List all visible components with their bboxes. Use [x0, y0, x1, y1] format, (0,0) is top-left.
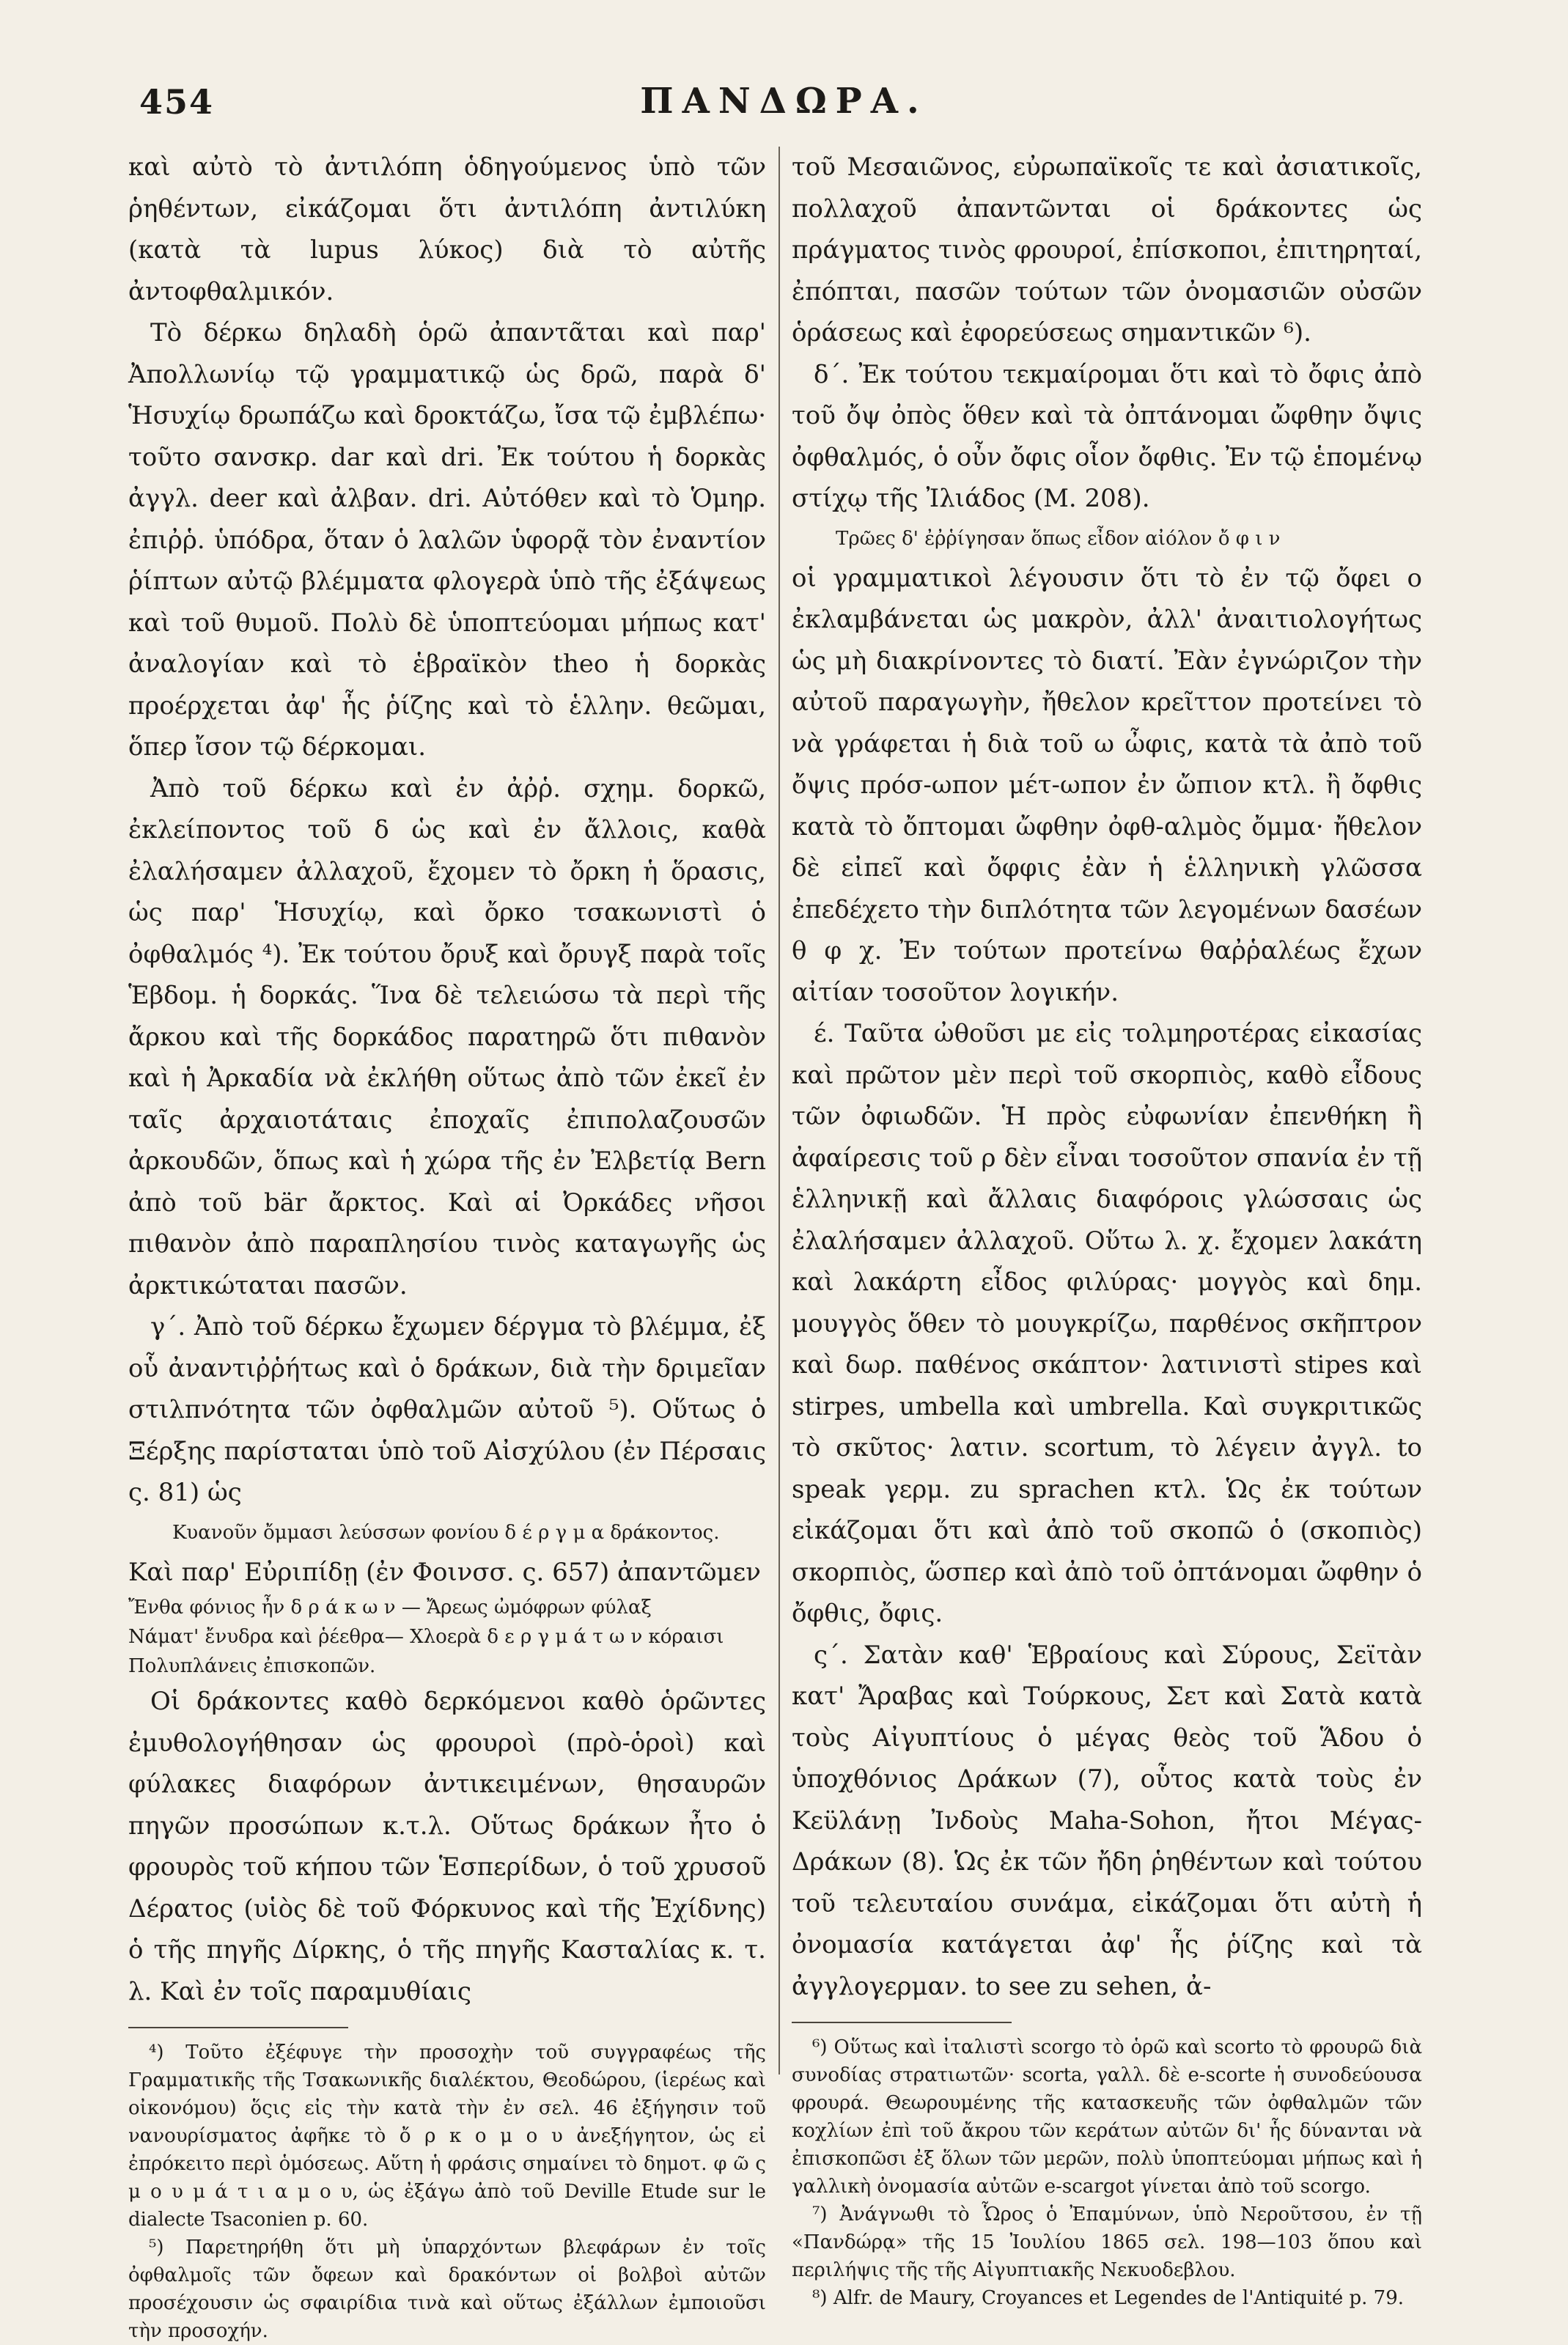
right-paragraph: οἱ γραμματικοὶ λέγουσιν ὅτι τὸ ἐν τῷ ὄφει ο ἐκλαμβάνεται ὡς μακρὸν, ἀλλ' ἀναιτιολογήτως ὡς μὴ διακρίνοντες τὸ διατί. Ἐὰν ἐγνώριζον τὴν αὐτοῦ παραγωγὴν, ἤθελον κρεῖττον προτείνει τὸ νὰ γράφεται ἡ διὰ τοῦ ω ὦφις, κατὰ τὰ ἀπὸ τοῦ ὄψις πρόσ-ωπον μέτ-ωπον ἐν ὤπιον κτλ. ἢ ὄφθις κατὰ τὸ ὄπτομαι ὤφθην ὀφθ-αλμὸς ὄμμα· ἤθελον δὲ εἰπεῖ καὶ ὄφφις ἐὰν ἡ ἑλληνικὴ γλῶσσα ἐπεδέχετο τὴν διπλότητα τῶν λεγομένων δασέων θ φ χ. Ἐν τούτων προτείνω θαῤῥαλέως ἔχων αἰτίαν τοσοῦτον λογικήν.: [792, 563, 1422, 1007]
footnote: ⁷) Ἀνάγνωθι τὸ Ὧρος ὁ Ἐπαμύνων, ὑπὸ Νεροῦτσου, ἐν τῇ «Πανδώρᾳ» τῆς 15 Ἰουλίου 1865 σελ. 198—103 ὅπου καὶ περιλήψις τῆς τῆς Αἰγυπτιακῆς Νεκυοδεβλου.: [792, 2204, 1422, 2281]
left-paragraph: Οἱ δράκοντες καθὸ δερκόμενοι καθὸ ὁρῶντες ἐμυθολογήθησαν ὡς φρουροὶ (πρὸ-ὁροὶ) καὶ φύλακες διαφόρων ἀντικειμένων, θησαυρῶν πηγῶν προσώπων κ.τ.λ. Οὕτως δράκων ἦτο ὁ φρουρὸς τοῦ κήπου τῶν Ἑσπερίδων, ὁ τοῦ χρυσοῦ Δέρατος (υἱὸς δὲ τοῦ Φόρκυνος καὶ τῆς Ἐχίδνης) ὁ τῆς πηγῆς Δίρκης, ὁ τῆς πηγῆς Κασταλίας κ. τ. λ. Καὶ ἐν τοῖς παραμυθίαις: [128, 1687, 766, 2006]
right-paragraph: τοῦ Μεσαιῶνος, εὐρωπαϊκοῖς τε καὶ ἀσιατικοῖς, πολλαχοῦ ἀπαντῶνται οἱ δράκοντες ὡς πράγματος τινὸς φρουροί, ἐπίσκοποι, ἐπιτηρηταί, ἐπόπται, πασῶν τούτων τῶν ὀνομασιῶν οὐσῶν ὁράσεως καὶ ἐφορεύσεως σημαντικῶν ⁶).: [792, 152, 1422, 347]
footnote-rule: [792, 2022, 1012, 2023]
right-column: [792, 147, 1422, 2312]
footnote: ⁶) Οὕτως καὶ ἰταλιστὶ scorgo τὸ ὁρῶ καὶ scorto τὸ φρουρῶ διὰ συνοδίας στρατιωτῶν· scorta, γαλλ. δὲ e-scorte ἡ συνοδεύουσα φρουρά. Θεωρουμένης τῆς κατασκευῆς τῶν ὀφθαλμῶν τῶν κοχλίων ἐπὶ τοῦ ἄκρου τῶν κεράτων αὐτῶν δι' ἧς δύνανται νὰ ἐπισκοπῶσι ἐξ ὅλων τῶν μερῶν, πολὺ ὑποπτεύομαι μήπως καὶ ἡ γαλλικὴ ὀνομασία αὐτῶν e-scargot γίνεται ἀπὸ τοῦ scorgo.: [792, 2036, 1422, 2198]
footnote: ⁴) Τοῦτο ἐξέφυγε τὴν προσοχὴν τοῦ συγγραφέως τῆς Γραμματικῆς τῆς Τσακωνικῆς διαλέκτου, Θεοδώρου, (ἱερέως καὶ οἰκονόμου) ὅςις εἰς τὴν κατὰ τὴν ἐν σελ. 46 ἐξήγησιν τοῦ νανουρίσματος ἀφῆκε τὸ ὄ ρ κ ο μ ο υ ἀνεξήγητον, ὡς εἰ ἐπρόκειτο περὶ ὁμόσεως. Αὕτη ἡ φράσις σημαίνει τὸ δημοτ. φ ῶ ς μ ο υ μ ά τ ι α μ ο υ, ὡς ἐξάγω ἀπὸ τοῦ Deville Etude sur le dialecte Tsaconien p. 60.: [128, 2042, 766, 2231]
running-title: ΠΑΝΔΩΡΑ.: [640, 81, 928, 122]
left-column: [128, 147, 766, 2345]
right-paragraph: έ. Ταῦτα ὠθοῦσι με εἰς τολμηροτέρας εἰκασίας καὶ πρῶτον μὲν περὶ τοῦ σκορπιὸς, καθὸ εἶδους τῶν ὀφιωδῶν. Ἡ πρὸς εὐφωνίαν ἐπενθήκη ἢ ἀφαίρεσις τοῦ ρ δὲν εἶναι τοσοῦτον σπανία ἐν τῇ ἑλληνικῇ καὶ ἄλλαις διαφόροις γλώσσαις ὡς ἐλαλήσαμεν ἀλλαχοῦ. Οὕτω λ. χ. ἔχομεν λακάτη καὶ λακάρτη εἶδος φιλύρας· μογγὸς καὶ δημ. μουγγὸς ὅθεν τὸ μουγκρίζω, παρθένος σκῆπτρον καὶ δωρ. παθένος σκάπτον· λατινιστὶ stipes καὶ stirpes, umbella καὶ umbrella. Καὶ συγκριτικῶς τὸ σκῦτος· λατιν. scortum, τὸ λέγειν ἀγγλ. to speak γερμ. zu sprachen κτλ. Ὡς ἐκ τούτων εἰκάζομαι ὅτι καὶ ἀπὸ τοῦ σκοπῶ ὁ (σκοπιὸς) σκορπιὸς, ὥσπερ καὶ ἀπὸ τοῦ ὀπτάνομαι ὤφθην ὁ ὄφθις, ὄφις.: [792, 1019, 1422, 1628]
footnote: ⁸) Alfr. de Maury, Croyances et Legendes de l'Antiquité p. 79.: [812, 2287, 1405, 2309]
right-paragraph: ς΄. Σατὰν καθ' Ἑβραίους καὶ Σύρους, Σεϊτὰν κατ' Ἄραβας καὶ Τούρκους, Σετ καὶ Σατὰ κατὰ τοὺς Αἰγυπτίους ὁ μέγας θεὸς τοῦ Ἅδου ὁ ὑποχθόνιος Δράκων (7), οὗτος κατὰ τοὺς ἐν Κεϋλάνῃ Ἰνδοὺς Maha-Sohon, ἤτοι Μέγας-Δράκων (8). Ὡς ἐκ τῶν ἤδη ῥηθέντων καὶ τούτου τοῦ τελευταίου συνάμα, εἰκάζομαι ὅτι αὐτὴ ἡ ὀνομασία κατάγεται ἀφ' ἧς ῥίζης καὶ τὰ ἀγγλογερμαν. to see zu sehen, ἀ-: [792, 1640, 1422, 2001]
footnote: ⁵) Παρετηρήθη ὅτι μὴ ὑπαρχόντων βλεφάρων ἐν τοῖς ὀφθαλμοῖς τῶν ὄφεων καὶ δρακόντων οἱ βολβοὶ αὐτῶν προσέχουσιν ὡς σφαιρίδια τινὰ καὶ οὕτως ἐξάλλων ἐμποιοῦσι τὴν προσοχήν.: [128, 2237, 766, 2342]
verse-quote-block: [128, 1593, 766, 1681]
left-paragraph: Καὶ παρ' Εὐριπίδῃ (ἐν Φοινσσ. ς. 657) ἀπαντῶμεν: [128, 1557, 761, 1587]
left-paragraph: Ἀπὸ τοῦ δέρκω καὶ ἐν ἀῤῥ. σχημ. δορκῶ, ἐκλείποντος τοῦ δ ὡς καὶ ἐν ἄλλοις, καθὰ ἐλαλήσαμεν ἀλλαχοῦ, ἔχομεν τὸ ὄρκη ἡ ὅρασις, ὡς παρ' Ἡσυχίῳ, καὶ ὄρκο τσακωνιστὶ ὁ ὀφθαλμός ⁴). Ἐκ τούτου ὄρυξ καὶ ὄρυγξ παρὰ τοῖς Ἑβδομ. ἡ δορκάς. Ἵνα δὲ τελειώσω τὰ περὶ τῆς ἄρκου καὶ τῆς δορκάδος παρατηρῶ ὅτι πιθανὸν καὶ ἡ Ἀρκαδία νὰ ἐκλήθη οὕτως ἀπὸ τῶν ἐκεῖ ἐν ταῖς ἀρχαιοτάταις ἐποχαῖς ἐπιπολαζουσῶν ἀρκουδῶν, ὅπως καὶ ἡ χώρα τῆς ἐν Ἐλβετίᾳ Bern ἀπὸ τοῦ bär ἄρκτος. Καὶ αἱ Ὀρκάδες νῆσοι πιθανὸν ἀπὸ παραπλησίου τινὸς καταγωγῆς ὡς ἀρκτικώταται πασῶν.: [128, 773, 766, 1300]
right-paragraph: δ΄. Ἐκ τούτου τεκμαίρομαι ὅτι καὶ τὸ ὄφις ἀπὸ τοῦ ὄψ ὀπὸς ὅθεν καὶ τὰ ὀπτάνομαι ὤφθην ὄψις ὀφθαλμός, ὁ οὖν ὄφις οἷον ὄφθις. Ἐν τῷ ἑπομένῳ στίχῳ τῆς Ἰλιάδος (Μ. 208).: [792, 359, 1422, 513]
left-paragraph: Τὸ δέρκω δηλαδὴ ὁρῶ ἀπαντᾶται καὶ παρ' Ἀπολλωνίῳ τῷ γραμματικῷ ὡς δρῶ, παρὰ δ' Ἡσυχίῳ δρωπάζω καὶ δροκτάζω, ἴσα τῷ ἐμβλέπω· τοῦτο σανσκρ. dar καὶ dri. Ἐκ τούτου ἡ δορκὰς ἀγγλ. deer καὶ ἀλβαν. dri. Αὐτόθεν καὶ τὸ Ὁμηρ. ἐπιῤῥ. ὑπόδρα, ὅταν ὁ λαλῶν ὑφορᾷ τὸν ἐναντίον ῥίπτων αὐτῷ βλέμματα φλογερὰ ὑπὸ τῆς ἐξάψεως καὶ τοῦ θυμοῦ. Πολὺ δὲ ὑποπτεύομαι μήπως κατ' ἀναλογίαν καὶ τὸ ἑβραϊκὸν theo ἡ δορκὰς προέρχεται ἀφ' ἧς ῥίζης καὶ τὸ ἑλλην. θεῶμαι, ὅπερ ἴσον τῷ δέρκομαι.: [128, 318, 766, 762]
verse-line: Πολυπλάνεις ἐπισκοπῶν.: [128, 1655, 376, 1677]
verse-line: Ἔνθα φόνιος ἦν δ ρ ά κ ω ν — Ἄρεως ὠμόφρων φύλαξ: [128, 1597, 652, 1619]
left-paragraph: καὶ αὐτὸ τὸ ἀντιλόπη ὁδηγούμενος ὑπὸ τῶν ῥηθέντων, εἰκάζομαι ὅτι ἀντιλόπη ἀντιλύκη (κατὰ τὰ lupus λύκος) διὰ τὸ αὐτῆς ἀντοφθαλμικόν.: [128, 152, 766, 306]
verse-line: Νάματ' ἔνυδρα καὶ ῥέεθρα— Χλοερὰ δ ε ρ γ μ ά τ ω ν κόραισι: [128, 1626, 724, 1648]
verse-quote: Κυανοῦν ὄμμασι λεύσσων φονίου δ έ ρ γ μ α δράκοντος.: [172, 1521, 720, 1544]
verse-quote: Τρῶες δ' ἐῤῥίγησαν ὅπως εἶδον αἰόλον ὄ φ ι ν: [836, 527, 1281, 550]
column-divider: [779, 147, 780, 2075]
footnote-rule: [128, 2027, 348, 2028]
left-paragraph: γ΄. Ἀπὸ τοῦ δέρκω ἔχωμεν δέργμα τὸ βλέμμα, ἐξ οὗ ἀναντιῤῥήτως καὶ ὁ δράκων, διὰ τὴν δριμεῖαν στιλπνότητα τῶν ὀφθαλμῶν αὐτοῦ ⁵). Οὕτως ὁ Ξέρξης παρίσταται ὑπὸ τοῦ Αἰσχύλου (ἐν Πέρσαις ς. 81) ὡς: [128, 1312, 766, 1507]
page-number: 454: [139, 82, 215, 122]
